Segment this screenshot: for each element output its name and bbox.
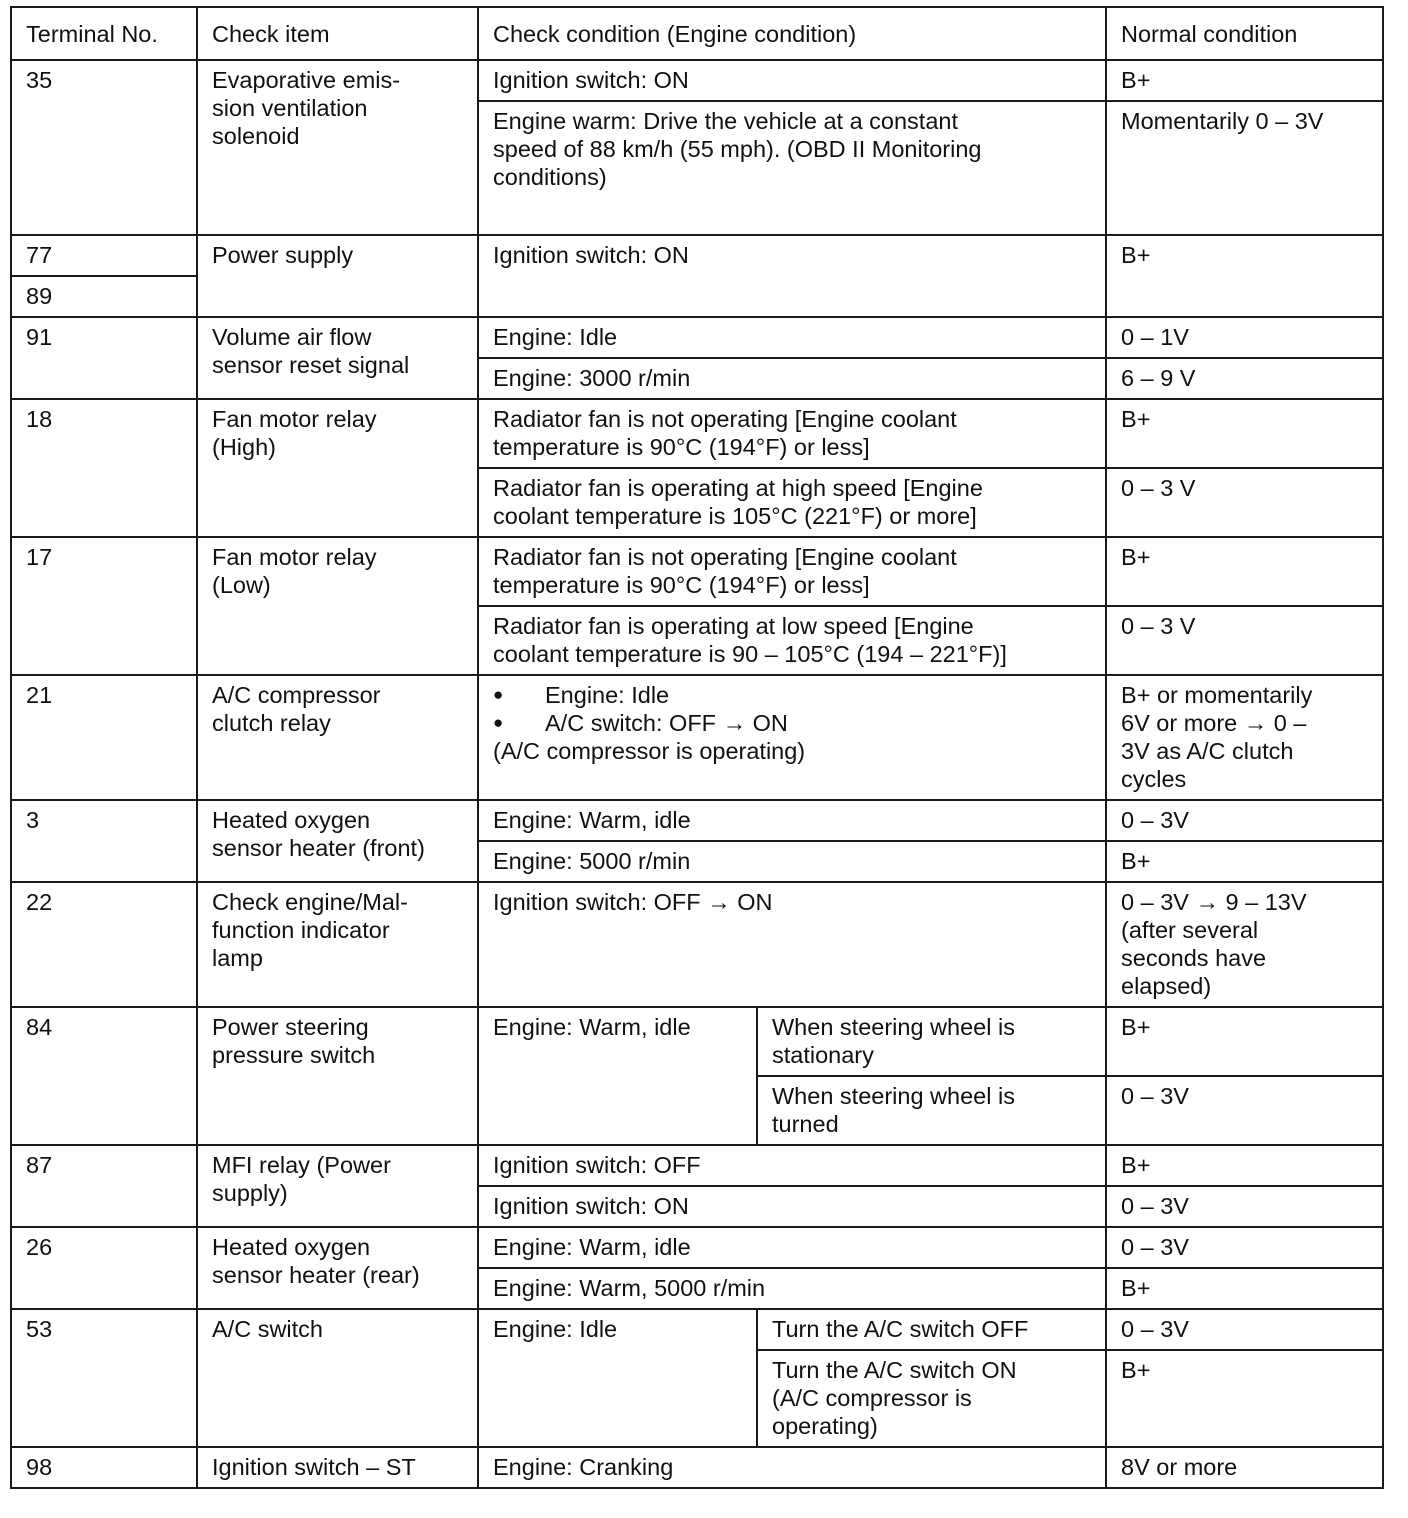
normal-condition: B+ or momentarily 6V or more → 0 – 3V as A/C clutch cycles <box>1106 675 1383 800</box>
normal-condition: B+ <box>1106 1145 1383 1186</box>
check-item: A/C switch <box>197 1309 478 1447</box>
terminal-no: 3 <box>11 800 197 882</box>
terminal-no: 98 <box>11 1447 197 1488</box>
check-condition: Radiator fan is operating at low speed [Engine coolant temperature is 90 – 105°C (194 – 221°F)] <box>478 606 1106 675</box>
table-row <box>11 60 1383 101</box>
table-row <box>11 317 1383 358</box>
check-item: Heated oxygen sensor heater (rear) <box>197 1227 478 1309</box>
table-row <box>11 1227 1383 1268</box>
normal-condition: B+ <box>1106 60 1383 101</box>
normal-condition: 6 – 9 V <box>1106 358 1383 399</box>
check-sub-condition: Turn the A/C switch ON (A/C compressor is operating) <box>757 1350 1106 1447</box>
check-condition: Engine: Warm, idle <box>478 1227 1106 1268</box>
header-normal-condition: Normal condition <box>1106 7 1383 60</box>
terminal-no: 91 <box>11 317 197 399</box>
table-row <box>11 537 1383 606</box>
table-row <box>11 1145 1383 1186</box>
normal-condition: 0 – 3V → 9 – 13V (after several seconds have elapsed) <box>1106 882 1383 1007</box>
check-condition: Engine warm: Drive the vehicle at a constant speed of 88 km/h (55 mph). (OBD II Monitoring conditions) <box>478 101 1106 235</box>
normal-condition: B+ <box>1106 1007 1383 1076</box>
table-row <box>11 1309 1383 1350</box>
normal-condition: 0 – 3V <box>1106 1309 1383 1350</box>
terminal-check-table <box>10 6 1384 1489</box>
terminal-no: 26 <box>11 1227 197 1309</box>
terminal-no: 21 <box>11 675 197 800</box>
terminal-no: 35 <box>11 60 197 235</box>
check-item: A/C compressor clutch relay <box>197 675 478 800</box>
check-condition: Engine: 5000 r/min <box>478 841 1106 882</box>
terminal-no: 77 <box>11 235 197 276</box>
normal-condition: B+ <box>1106 1268 1383 1309</box>
table-row <box>11 235 1383 276</box>
check-condition: Engine: Warm, idle <box>478 800 1106 841</box>
check-sub-condition: When steering wheel is stationary <box>757 1007 1106 1076</box>
condition-bullet: ● A/C switch: OFF → ON <box>493 709 1097 737</box>
normal-condition: 8V or more <box>1106 1447 1383 1488</box>
check-condition: Engine: Warm, 5000 r/min <box>478 1268 1106 1309</box>
normal-condition: 0 – 3V <box>1106 800 1383 841</box>
normal-condition: 0 – 3V <box>1106 1186 1383 1227</box>
check-condition: Engine: Idle <box>478 317 1106 358</box>
condition-bullet-list <box>493 681 1097 737</box>
normal-condition: 0 – 3V <box>1106 1076 1383 1145</box>
check-condition: Engine: Idle <box>478 1309 757 1447</box>
normal-condition: 0 – 1V <box>1106 317 1383 358</box>
check-sub-condition: When steering wheel is turned <box>757 1076 1106 1145</box>
check-condition: Radiator fan is operating at high speed [Engine coolant temperature is 105°C (221°F) or more] <box>478 468 1106 537</box>
check-item: Check engine/Mal- function indicator lamp <box>197 882 478 1007</box>
normal-condition: B+ <box>1106 235 1383 317</box>
check-item: Power supply <box>197 235 478 317</box>
normal-condition: B+ <box>1106 537 1383 606</box>
normal-condition: Momentarily 0 – 3V <box>1106 101 1383 235</box>
check-condition <box>478 675 1106 800</box>
check-condition: Radiator fan is not operating [Engine coolant temperature is 90°C (194°F) or less] <box>478 399 1106 468</box>
condition-note: (A/C compressor is operating) <box>493 738 806 764</box>
check-item: Fan motor relay (Low) <box>197 537 478 675</box>
check-condition: Ignition switch: OFF → ON <box>478 882 1106 1007</box>
terminal-no: 18 <box>11 399 197 537</box>
header-terminal: Terminal No. <box>11 7 197 60</box>
terminal-no: 84 <box>11 1007 197 1145</box>
table-row <box>11 1447 1383 1488</box>
check-item: Volume air flow sensor reset signal <box>197 317 478 399</box>
check-item: Heated oxygen sensor heater (front) <box>197 800 478 882</box>
condition-bullet: ● Engine: Idle <box>493 681 1097 709</box>
normal-condition: B+ <box>1106 399 1383 468</box>
check-item: Fan motor relay (High) <box>197 399 478 537</box>
terminal-no: 17 <box>11 537 197 675</box>
check-condition: Radiator fan is not operating [Engine coolant temperature is 90°C (194°F) or less] <box>478 537 1106 606</box>
check-condition: Ignition switch: ON <box>478 1186 1106 1227</box>
table-row <box>11 800 1383 841</box>
normal-condition: 0 – 3 V <box>1106 606 1383 675</box>
check-sub-condition: Turn the A/C switch OFF <box>757 1309 1106 1350</box>
normal-condition: B+ <box>1106 1350 1383 1447</box>
terminal-no: 89 <box>11 276 197 317</box>
table-row <box>11 1007 1383 1076</box>
check-item: MFI relay (Power supply) <box>197 1145 478 1227</box>
header-row <box>11 7 1383 60</box>
table-row <box>11 399 1383 468</box>
check-condition: Ignition switch: OFF <box>478 1145 1106 1186</box>
check-condition: Ignition switch: ON <box>478 60 1106 101</box>
header-check-item: Check item <box>197 7 478 60</box>
check-item: Power steering pressure switch <box>197 1007 478 1145</box>
check-condition: Engine: 3000 r/min <box>478 358 1106 399</box>
table-row <box>11 882 1383 1007</box>
terminal-no: 53 <box>11 1309 197 1447</box>
header-check-condition: Check condition (Engine condition) <box>478 7 1106 60</box>
check-condition: Engine: Cranking <box>478 1447 1106 1488</box>
terminal-no: 22 <box>11 882 197 1007</box>
table-row <box>11 675 1383 800</box>
check-item: Evaporative emis- sion ventilation solenoid <box>197 60 478 235</box>
check-condition: Ignition switch: ON <box>478 235 1106 317</box>
check-item: Ignition switch – ST <box>197 1447 478 1488</box>
terminal-no: 87 <box>11 1145 197 1227</box>
check-condition: Engine: Warm, idle <box>478 1007 757 1145</box>
normal-condition: 0 – 3 V <box>1106 468 1383 537</box>
normal-condition: 0 – 3V <box>1106 1227 1383 1268</box>
normal-condition: B+ <box>1106 841 1383 882</box>
